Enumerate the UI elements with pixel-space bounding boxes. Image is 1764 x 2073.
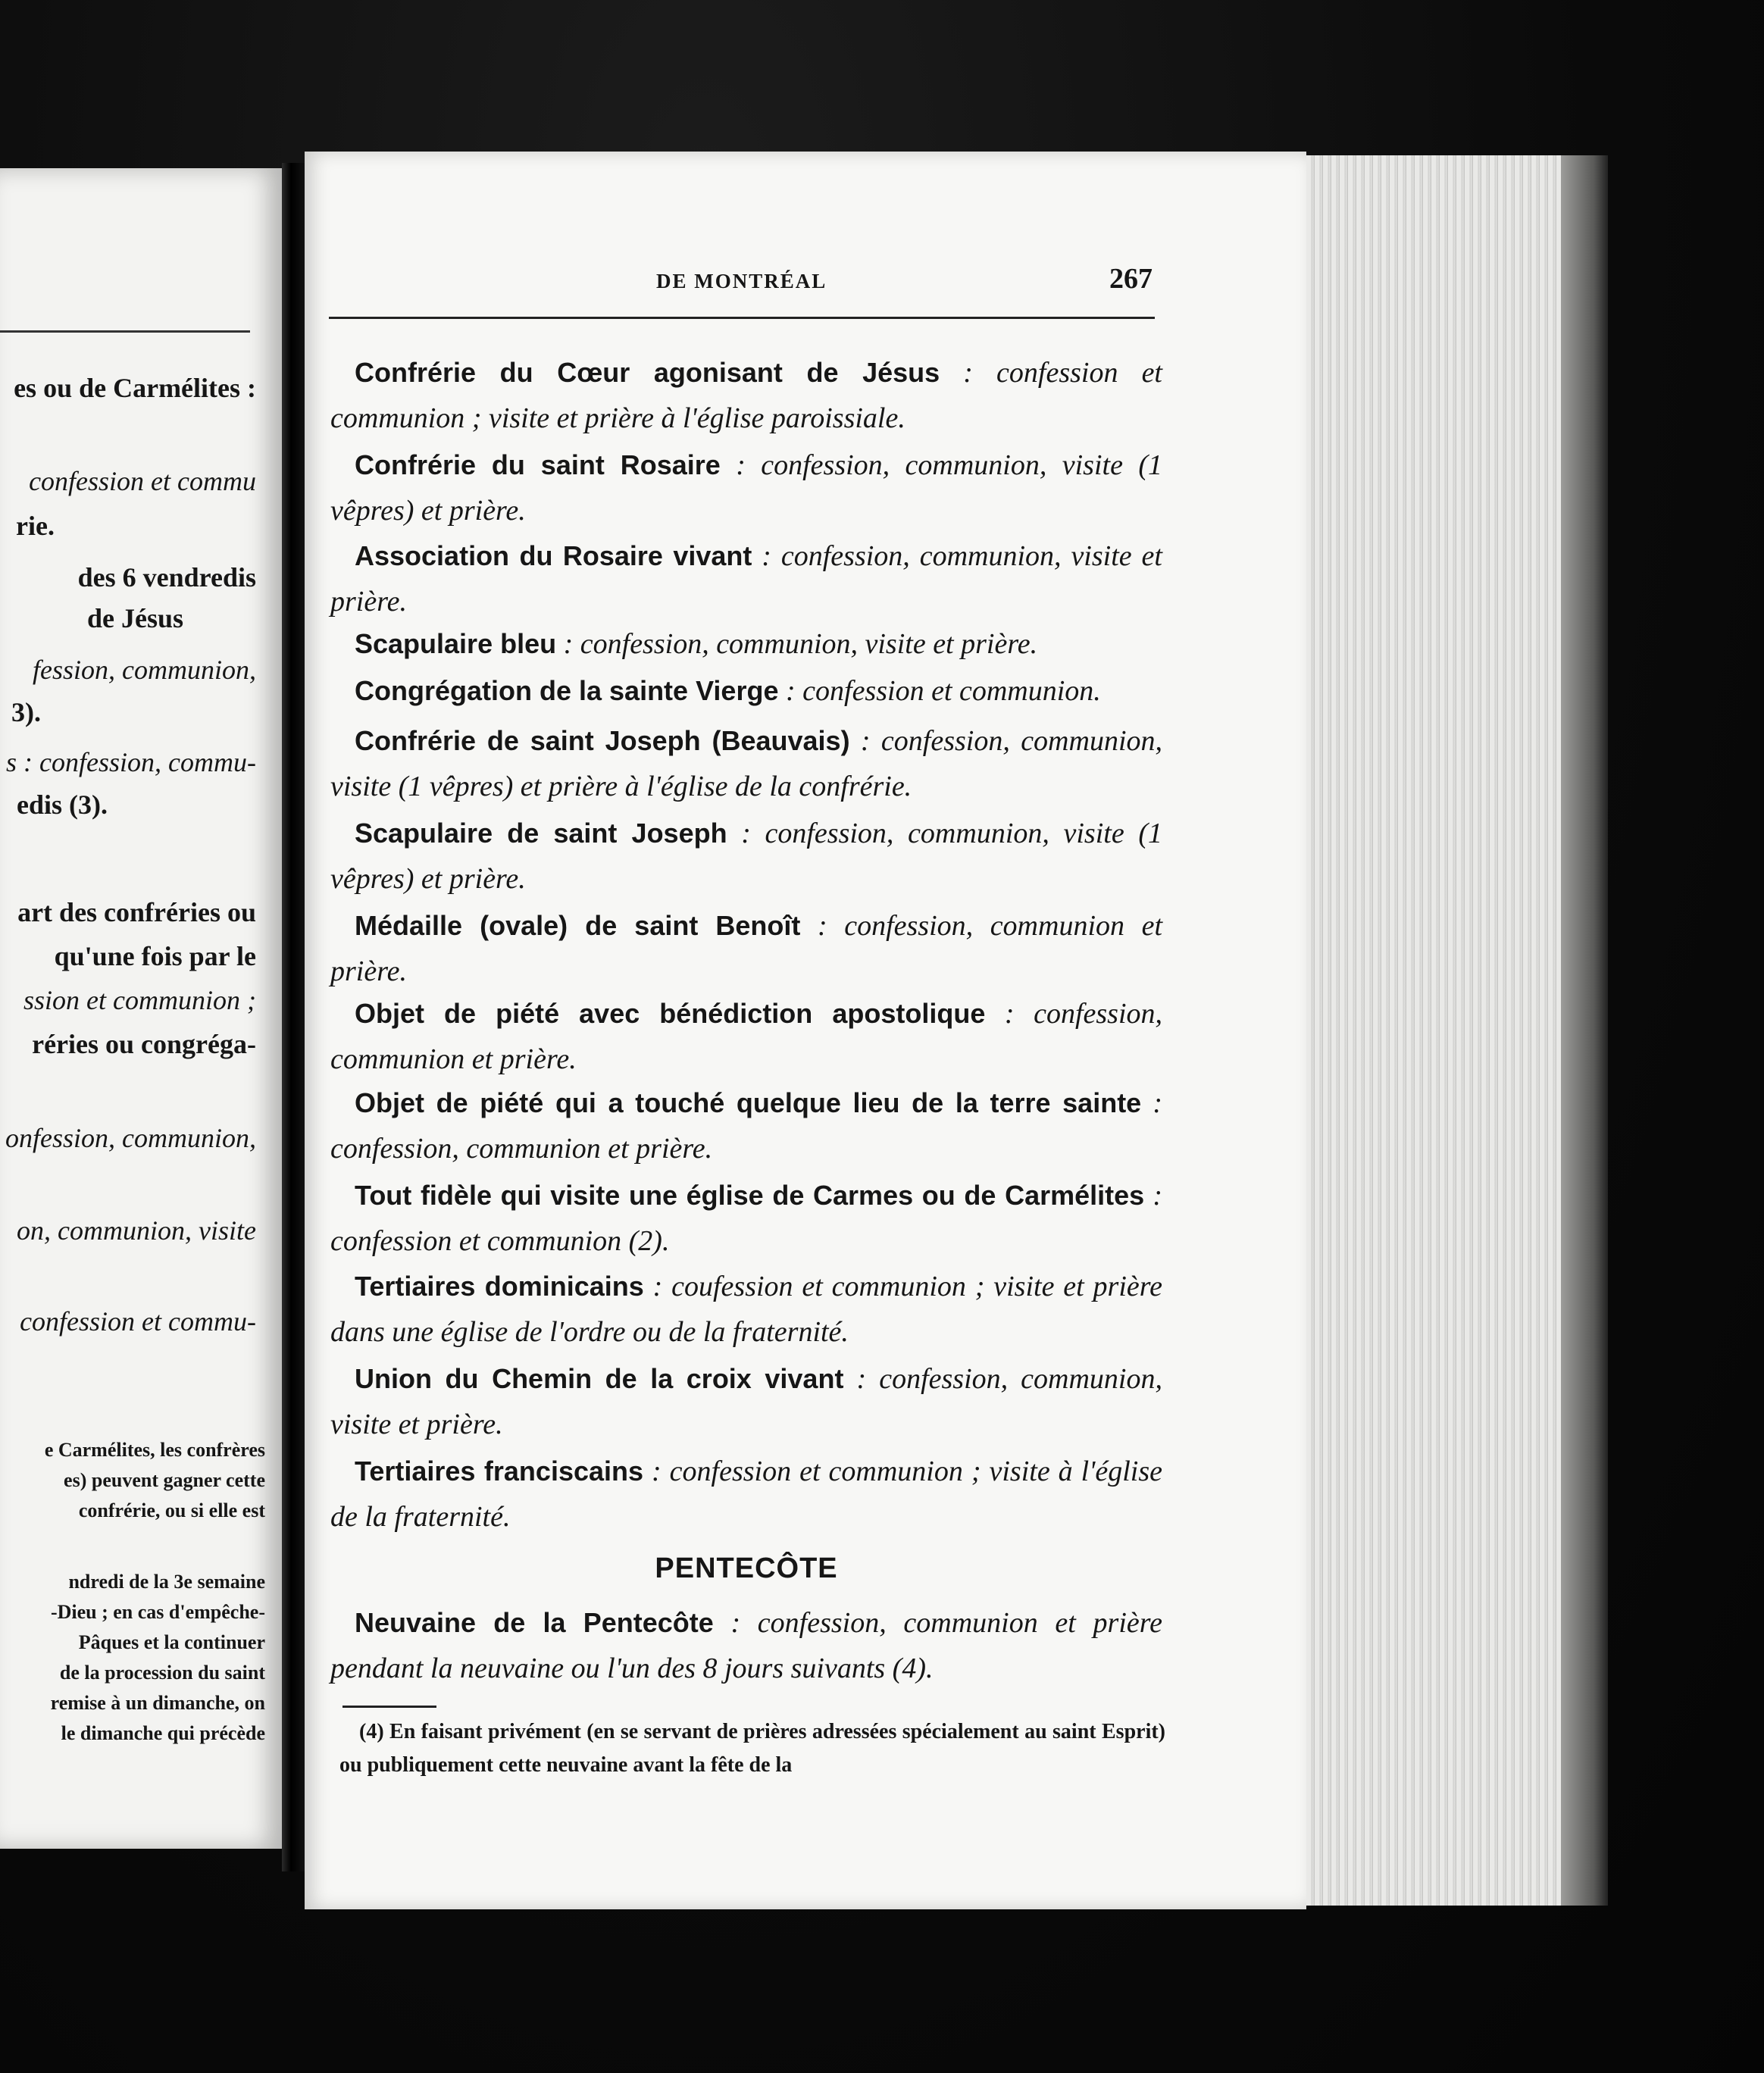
entry-text: : confession, communion, visite (1 vêpres) et prière.	[330, 449, 1163, 527]
entry-name: Objet de piété qui a touché quelque lieu de la terre sainte	[355, 1087, 1142, 1118]
entry-name: Médaille (ovale) de saint Benoît	[355, 910, 801, 941]
page-edges	[1306, 155, 1602, 1906]
left-footnote-line: e Carmélites, les confrères	[44, 1439, 265, 1461]
left-line: ssion et communion ;	[23, 985, 256, 1015]
left-footnote-line: Pâques et la continuer	[78, 1631, 265, 1653]
left-line: confession et commu-	[20, 1306, 256, 1337]
entry-text: : confession, communion et prière.	[330, 910, 1162, 987]
entry-name: Confrérie de saint Joseph (Beauvais)	[355, 725, 850, 756]
footnote-rule	[342, 1706, 436, 1708]
entry	[330, 1173, 1162, 1264]
left-footnote-line: ndredi de la 3e semaine	[68, 1571, 265, 1593]
left-line: des 6 vendredis	[77, 562, 256, 593]
running-head: DE MONTRÉAL	[656, 270, 827, 292]
entry	[330, 350, 1162, 441]
entry-name: Scapulaire bleu	[355, 628, 557, 659]
entry-text: : confession et communion ; visite et prière à l'église paroissiale.	[330, 357, 1162, 434]
entry	[330, 991, 1162, 1082]
left-footnote-line: remise à un dimanche, on	[50, 1692, 265, 1714]
entry-name: Union du Chemin de la croix vivant	[355, 1363, 844, 1394]
entry	[330, 1449, 1162, 1540]
entry	[330, 442, 1162, 533]
entry-name: Congrégation de la sainte Vierge	[355, 675, 779, 706]
entry	[330, 811, 1162, 902]
left-line: de Jésus	[86, 603, 183, 633]
entry-text: : confession et communion ; visite à l'église de la fraternité.	[330, 1455, 1162, 1533]
entry-name: Scapulaire de saint Joseph	[355, 818, 727, 849]
entry	[330, 903, 1162, 994]
book-gutter	[282, 163, 305, 1871]
entry-text: : confession et communion.	[778, 675, 1101, 707]
entry-name: Tout fidèle qui visite une église de Carmes ou de Carmélites	[355, 1180, 1145, 1211]
left-page	[0, 168, 282, 1849]
left-line: on, communion, visite	[17, 1215, 256, 1246]
entry-text: : coufession et communion ; visite et prière dans une église de l'ordre ou de la fraternité.	[330, 1271, 1162, 1348]
left-footnote-line: de la procession du saint	[59, 1662, 265, 1684]
footnote: (4) En faisant privément (en se servant de prières adressées spécialement au saint Esprit) ou publiquement cette neuvaine avant la fête de la	[339, 1720, 1165, 1777]
left-line: réries ou congréga-	[32, 1029, 256, 1059]
entry	[330, 1080, 1162, 1171]
left-footnote-line: es) peuvent gagner cette	[64, 1469, 265, 1491]
left-header-rule	[0, 330, 250, 333]
header-rule	[329, 317, 1155, 319]
left-line: confession et commu	[29, 466, 256, 496]
left-line: rie.	[16, 511, 55, 541]
left-line: es ou de Carmélites :	[14, 373, 256, 403]
entry	[330, 533, 1162, 624]
left-line: 3).	[11, 697, 41, 727]
entry-text: : confession, communion et prière pendant la neuvaine ou l'un des 8 jours suivants (4).	[330, 1607, 1162, 1684]
entry	[330, 1600, 1162, 1691]
entry	[330, 668, 1162, 714]
left-line: edis (3).	[17, 789, 108, 820]
entry-name: Tertiaires dominicains	[355, 1271, 644, 1302]
entry-text: : confession, communion, visite et prière.	[330, 1363, 1162, 1440]
entry-text: : confession, communion et prière.	[330, 998, 1162, 1075]
left-line: qu'une fois par le	[54, 941, 256, 971]
page-edges-shadow	[1561, 155, 1608, 1906]
entry-name: Neuvaine de la Pentecôte	[355, 1607, 714, 1638]
section-heading: PENTECÔTE	[655, 1552, 838, 1584]
entry-name: Tertiaires franciscains	[355, 1455, 644, 1487]
left-footnote-line: -Dieu ; en cas d'empêche-	[50, 1601, 265, 1623]
left-line: s : confession, commu-	[6, 747, 256, 777]
left-line: art des confréries ou	[17, 897, 256, 927]
entry-text: : confession, communion, visite (1 vêpres) et prière à l'église de la confrérie.	[330, 725, 1163, 802]
entry-text: : confession et communion (2).	[330, 1180, 1162, 1257]
left-line: onfession, communion,	[5, 1123, 256, 1153]
entry-name: Confrérie du saint Rosaire	[355, 449, 721, 480]
entry	[330, 1264, 1162, 1355]
entry	[330, 1356, 1162, 1447]
entry-name: Confrérie du Cœur agonisant de Jésus	[355, 357, 940, 388]
left-footnote-line: le dimanche qui précède	[61, 1722, 265, 1744]
entry-text: : confession, communion et prière.	[330, 1087, 1163, 1165]
entry-text: : confession, communion, visite et prière.	[556, 628, 1038, 660]
entry	[330, 718, 1162, 809]
entry-name: Association du Rosaire vivant	[355, 540, 752, 571]
left-line: fession, communion,	[33, 655, 256, 685]
entry-text: : confession, communion, visite et prière.	[330, 540, 1162, 618]
entry-name: Objet de piété avec bénédiction apostolique	[355, 998, 986, 1029]
entry	[330, 621, 1162, 667]
page-number: 267	[1109, 263, 1153, 295]
entry-text: : confession, communion, visite (1 vêpres) et prière.	[330, 818, 1162, 895]
left-footnote-line: confrérie, ou si elle est	[78, 1499, 265, 1521]
